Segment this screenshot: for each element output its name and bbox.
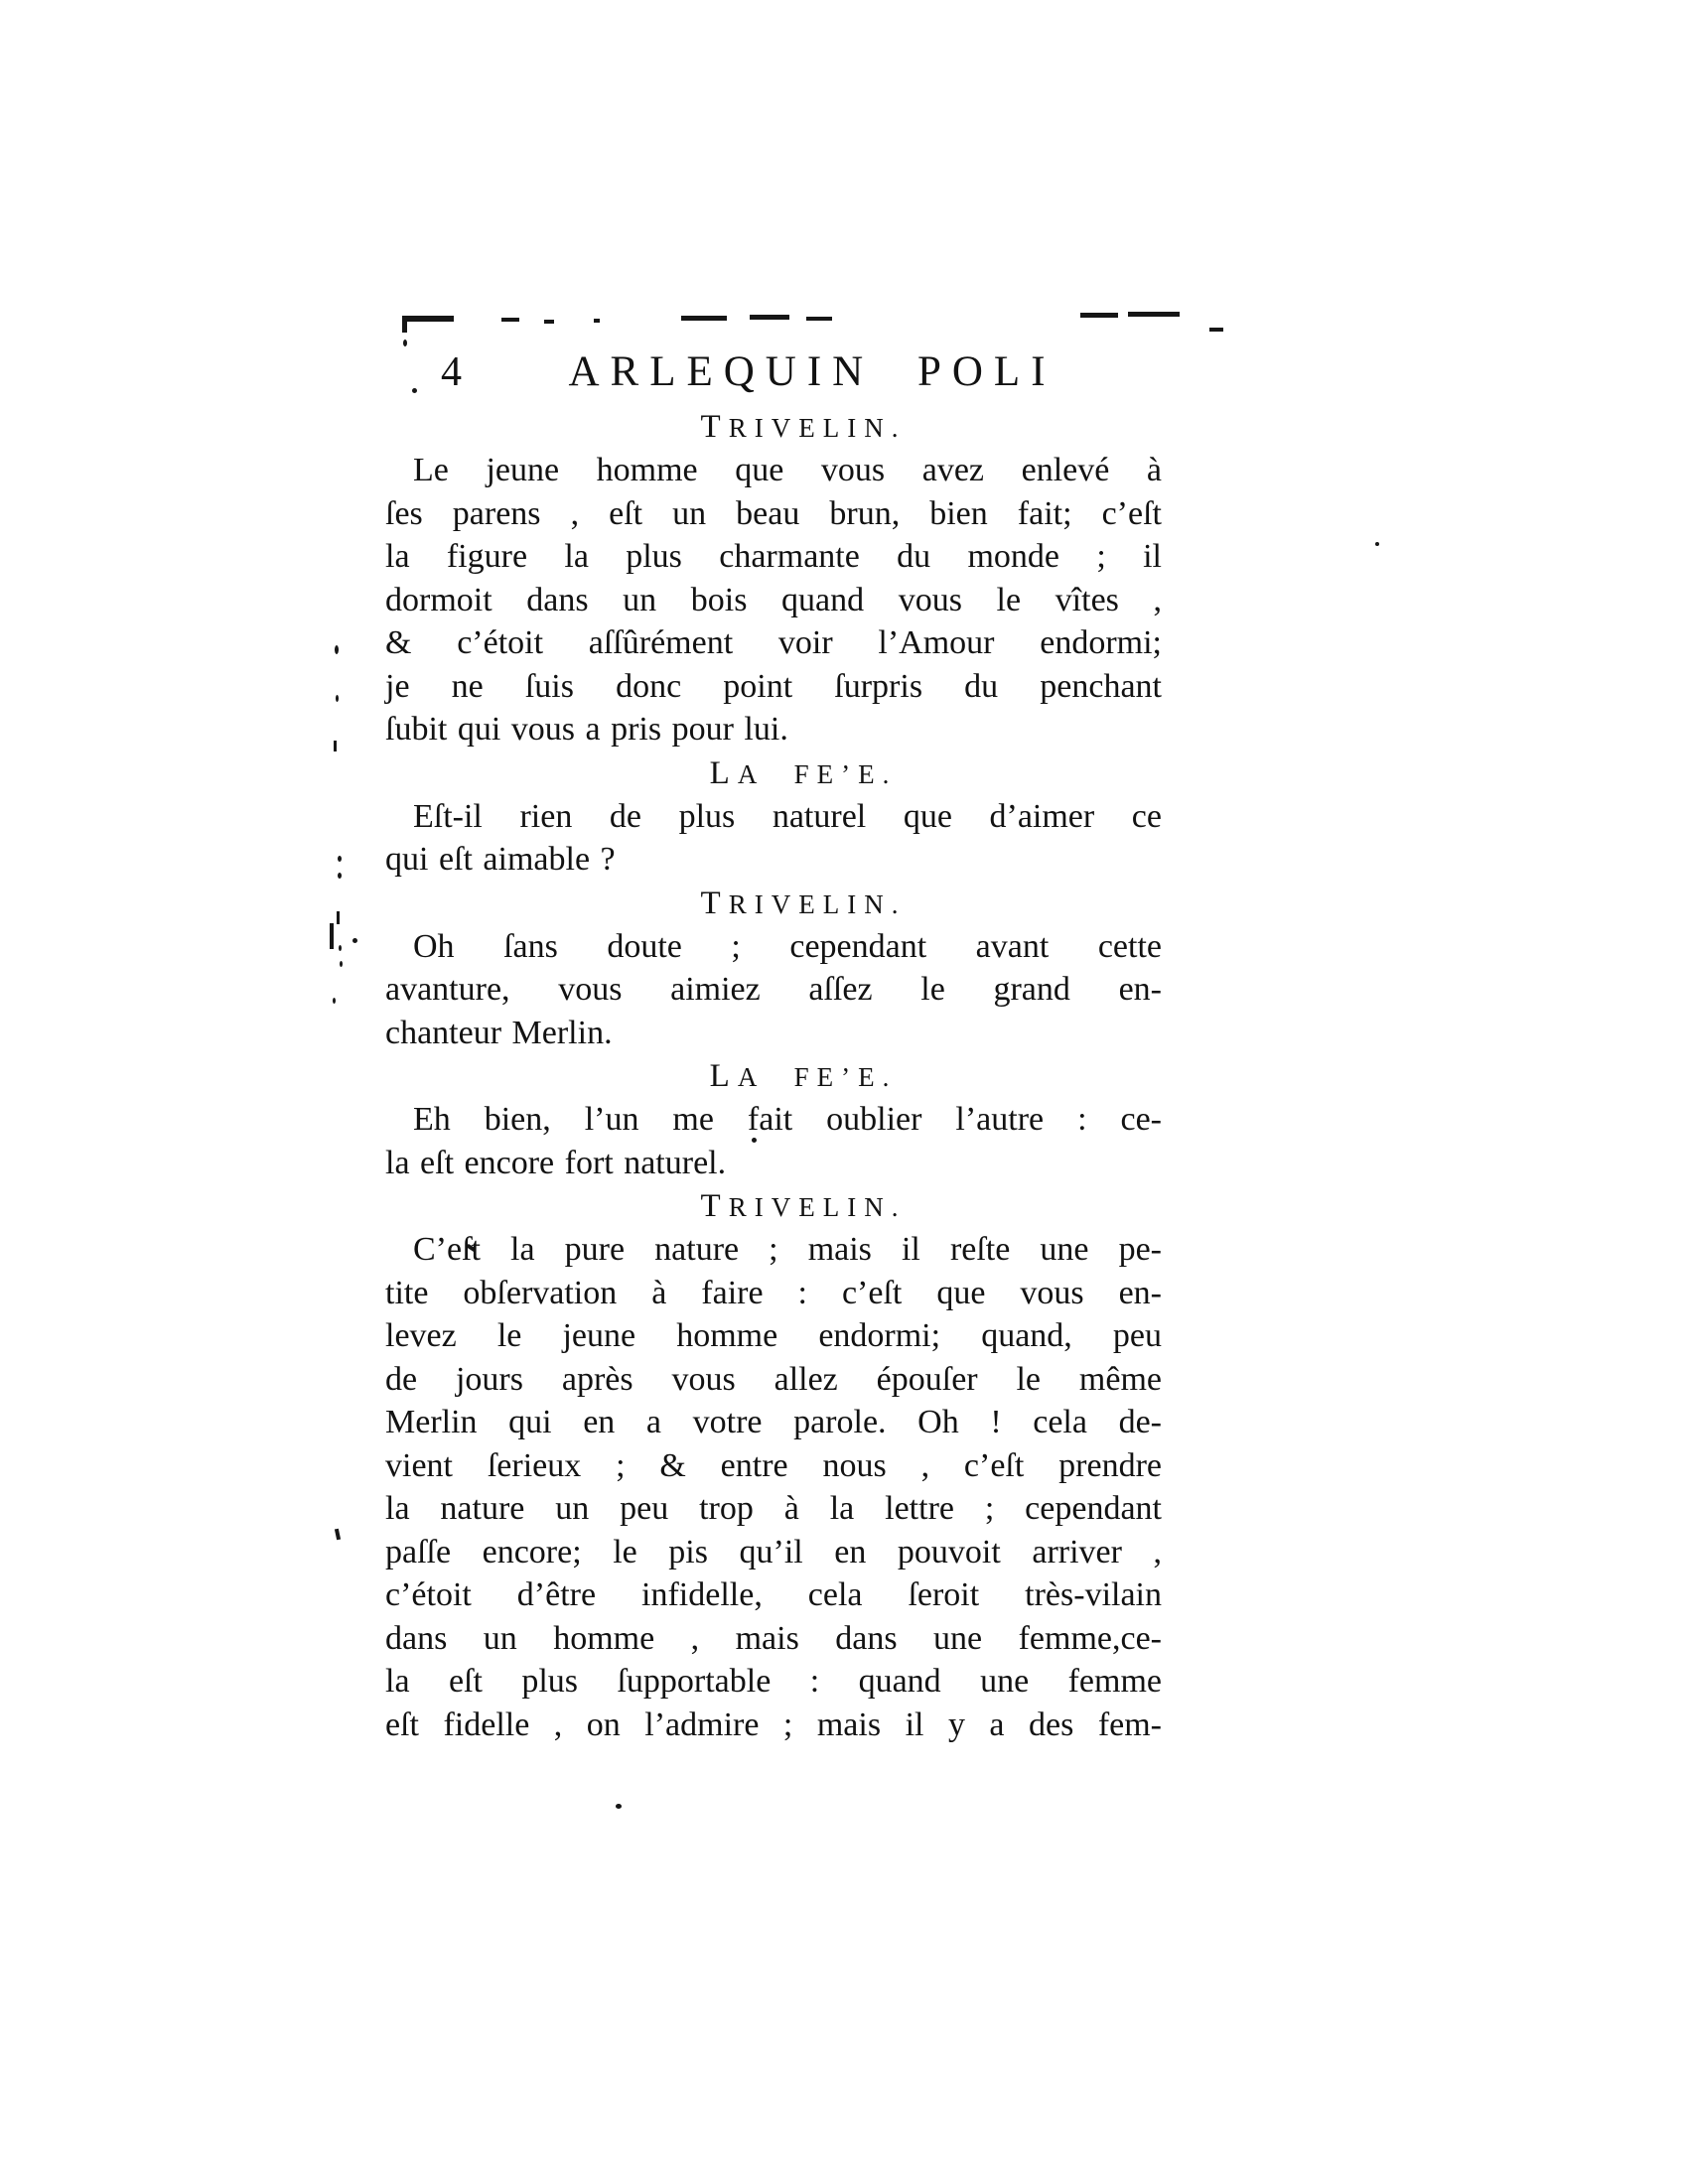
- scan-artifact: [594, 319, 600, 323]
- scan-artifact: [402, 316, 407, 333]
- scan-artifact: [333, 998, 336, 1004]
- page-number: 4: [441, 349, 463, 395]
- running-title: ARLEQUIN POLI: [568, 348, 1056, 395]
- scan-artifact: [338, 873, 342, 879]
- scan-artifact: [338, 856, 342, 862]
- dialogue-line: vient ſerieux ; & entre nous , c’eſt prendre: [385, 1446, 1162, 1484]
- scan-artifact: [335, 645, 339, 654]
- dialogue-line: de jours après vous allez épouſer le même: [385, 1360, 1162, 1398]
- scan-artifact: [1209, 328, 1223, 332]
- scan-artifact: [544, 320, 554, 324]
- scan-artifact: [403, 340, 407, 346]
- dialogue-line: eſt fidelle , on l’admire ; mais il y a des fem-: [385, 1706, 1162, 1743]
- scan-artifact: [330, 923, 334, 949]
- dialogue-line: levez le jeune homme endormi; quand, peu: [385, 1317, 1162, 1354]
- scan-artifact: [1375, 542, 1379, 546]
- scan-artifact: [340, 961, 343, 967]
- dialogue-line: ſubit qui vous a pris pour lui.: [385, 711, 788, 748]
- scan-artifact: [335, 1529, 341, 1541]
- speaker-heading: TRIVELIN.: [700, 885, 907, 921]
- speaker-heading: TRIVELIN.: [700, 409, 907, 445]
- scan-artifact: [402, 316, 454, 322]
- scan-artifact: [1128, 312, 1180, 317]
- dialogue-line: paſſe encore; le pis qu’il en pouvoit arriver ,: [385, 1533, 1162, 1570]
- dialogue-line: C’eſt la pure nature ; mais il reſte une pe-: [413, 1231, 1162, 1268]
- scan-artifact: [750, 315, 789, 320]
- dialogue-line: ſes parens , eſt un beau brun, bien fait; c’eſt: [385, 494, 1162, 532]
- scan-artifact: [1080, 313, 1118, 318]
- dialogue-line: Eſt-il rien de plus naturel que d’aimer ce: [413, 797, 1162, 835]
- scan-artifact: [806, 317, 832, 321]
- dialogue-line: & c’étoit aſſûrément voir l’Amour endormi;: [385, 624, 1162, 661]
- scan-artifact: [616, 1804, 622, 1809]
- text-block: [385, 347, 1162, 1746]
- dialogue-line: Merlin qui en a votre parole. Oh ! cela de-: [385, 1404, 1162, 1440]
- dialogue-line: la figure la plus charmante du monde ; il: [385, 538, 1162, 575]
- speaker-heading: LA FE’E.: [709, 754, 898, 791]
- dialogue-line: tite obſervation à faire : c’eſt que vous en-: [385, 1274, 1162, 1311]
- dialogue-line: chanteur Merlin.: [385, 1014, 613, 1051]
- scan-artifact: [337, 911, 340, 924]
- scan-artifact: [336, 695, 339, 702]
- dialogue-line: Le jeune homme que vous avez enlevé à: [413, 452, 1162, 488]
- dialogue-line: dans un homme , mais dans une femme,ce-: [385, 1619, 1162, 1657]
- scan-artifact: [339, 945, 342, 951]
- scan-artifact: [681, 316, 727, 321]
- dialogue-line: dormoit dans un bois quand vous le vîtes ,: [385, 581, 1162, 618]
- dialogue-line: Eh bien, l’un me fait oublier l’autre : ce-: [413, 1101, 1162, 1138]
- dialogue-line: avanture, vous aimiez aſſez le grand en-: [385, 971, 1162, 1008]
- scan-artifact: [352, 938, 357, 943]
- dialogue-line: la nature un peu trop à la lettre ; cependant: [385, 1490, 1162, 1527]
- dialogue-line: Oh ſans doute ; cependant avant cette: [413, 927, 1162, 965]
- speaker-heading: LA FE’E.: [709, 1058, 898, 1094]
- page-header: [385, 347, 1162, 405]
- speaker-heading: TRIVELIN.: [700, 1188, 907, 1224]
- dialogue-line: je ne ſuis donc point ſurpris du penchant: [385, 667, 1162, 705]
- dialogue-line: c’étoit d’être infidelle, cela ſeroit très-vilain: [385, 1576, 1162, 1613]
- dialogue-line: la eſt encore fort naturel.: [385, 1144, 727, 1181]
- scan-artifact: [501, 318, 519, 322]
- dialogue-line: la eſt plus ſupportable : quand une femme: [385, 1663, 1162, 1700]
- dialogue-line: qui eſt aimable ?: [385, 841, 616, 878]
- scan-artifact: [334, 741, 337, 751]
